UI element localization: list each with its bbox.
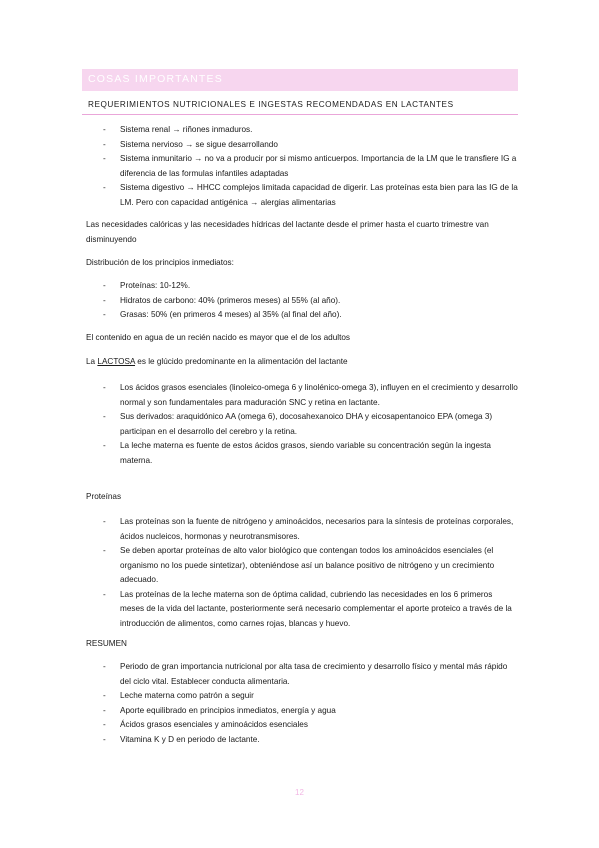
section-banner <box>82 69 518 91</box>
list-item: - Las proteínas son la fuente de nitrógeno y aminoácidos, necesarios para la síntesis de proteínas corporales, ácidos nucleicos, hormonas y neurotransmisores. <box>86 515 518 544</box>
caloric-paragraph-block <box>86 218 518 247</box>
summary-list-block <box>86 660 518 747</box>
macros-list <box>86 279 518 323</box>
list-item: - Sistema nervioso → se sigue desarrollando <box>86 138 518 153</box>
caloric-paragraph: Las necesidades calóricas y las necesidades hídricas del lactante desde el primer hasta el cuarto trimestre van disminuyendo <box>86 220 489 244</box>
list-item: - Las proteínas de la leche materna son de óptima calidad, cubriendo las necesidades en los 6 primeros meses de la vida del lactante, posteriormente será necesario complementar el aporte proteico a través de la introducción de alimentos, como carnes rojas, blancas y huevo. <box>86 588 518 632</box>
summary-heading-block <box>86 637 518 652</box>
list-item: - Sistema inmunitario → no va a producir por si mismo anticuerpos. Importancia de la LM que le transfiere IG a diferencia de las formulas infantiles adaptadas <box>86 152 518 181</box>
list-item: - Sus derivados: araquidónico AA (omega 6), docosahexanoico DHA y eicosapentanoico EPA (omega 3) participan en el desarrollo del cerebro y la retina. <box>86 410 518 439</box>
proteins-list-block <box>86 515 518 631</box>
summary-list <box>86 660 518 747</box>
water-paragraph-block <box>86 331 518 346</box>
list-item: - Sistema digestivo → HHCC complejos limitada capacidad de digerir. Las proteínas esta bien para las IG de la LM. Pero con capacidad antigénica → alergias alimentarias <box>86 181 518 210</box>
list-item: - Periodo de gran importancia nutricional por alta tasa de crecimiento y desarrollo físico y mental más rápido del ciclo vital. Establecer conducta alimentaria. <box>86 660 518 689</box>
list-item: - Hidratos de carbono: 40% (primeros meses) al 55% (al año). <box>86 294 518 309</box>
list-item: - Se deben aportar proteínas de alto valor biológico que contengan todos los aminoácidos esenciales (el organismo no los puede sintetizar), obteniéndose así un balance positivo de nitrógeno y un crecimiento adecuado. <box>86 544 518 588</box>
water-paragraph: El contenido en agua de un recién nacido es mayor que el de los adultos <box>86 333 350 342</box>
proteins-heading-block <box>86 490 518 505</box>
page-number: 12 <box>295 788 304 797</box>
distribution-heading: Distribución de los principios inmediatos: <box>86 258 234 267</box>
list-item: - Sistema renal → riñones inmaduros. <box>86 123 518 138</box>
lactose-paragraph-block <box>86 355 518 370</box>
fats-list-block <box>86 381 518 468</box>
subheading-text: REQUERIMIENTOS NUTRICIONALES E INGESTAS RECOMENDADAS EN LACTANTES <box>88 100 454 109</box>
section-subheading <box>82 96 518 115</box>
fats-list <box>86 381 518 468</box>
proteins-list <box>86 515 518 631</box>
lactose-prefix: La <box>86 357 98 366</box>
list-item: - La leche materna es fuente de estos ácidos grasos, siendo variable su concentración según la ingesta materna. <box>86 439 518 468</box>
list-item: - Proteínas: 10-12%. <box>86 279 518 294</box>
systems-list <box>86 123 518 210</box>
list-item: - Leche materna como patrón a seguir <box>86 689 518 704</box>
distribution-paragraph-block <box>86 256 518 271</box>
list-item: - Los ácidos grasos esenciales (linoleico-omega 6 y linolénico-omega 3), influyen en el crecimiento y desarrollo normal y son fundamentales para maduración SNC y retina en lactante. <box>86 381 518 410</box>
proteins-heading: Proteínas <box>86 492 122 501</box>
list-item: - Aporte equilibrado en principios inmediatos, energía y agua <box>86 704 518 719</box>
list-item: - Grasas: 50% (en primeros 4 meses) al 35% (al final del año). <box>86 308 518 323</box>
lactose-suffix: es le glúcido predominante en la alimentación del lactante <box>135 357 348 366</box>
summary-heading: RESUMEN <box>86 639 127 648</box>
list-item: - Vitamina K y D en periodo de lactante. <box>86 733 518 748</box>
lactose-keyword: LACTOSA <box>97 357 136 366</box>
list-item: - Ácidos grasos esenciales y aminoácidos esenciales <box>86 718 518 733</box>
lactose-paragraph <box>86 355 518 370</box>
systems-list-block <box>86 123 518 210</box>
banner-title: COSAS IMPORTANTES <box>88 73 223 85</box>
macros-list-block <box>86 279 518 323</box>
